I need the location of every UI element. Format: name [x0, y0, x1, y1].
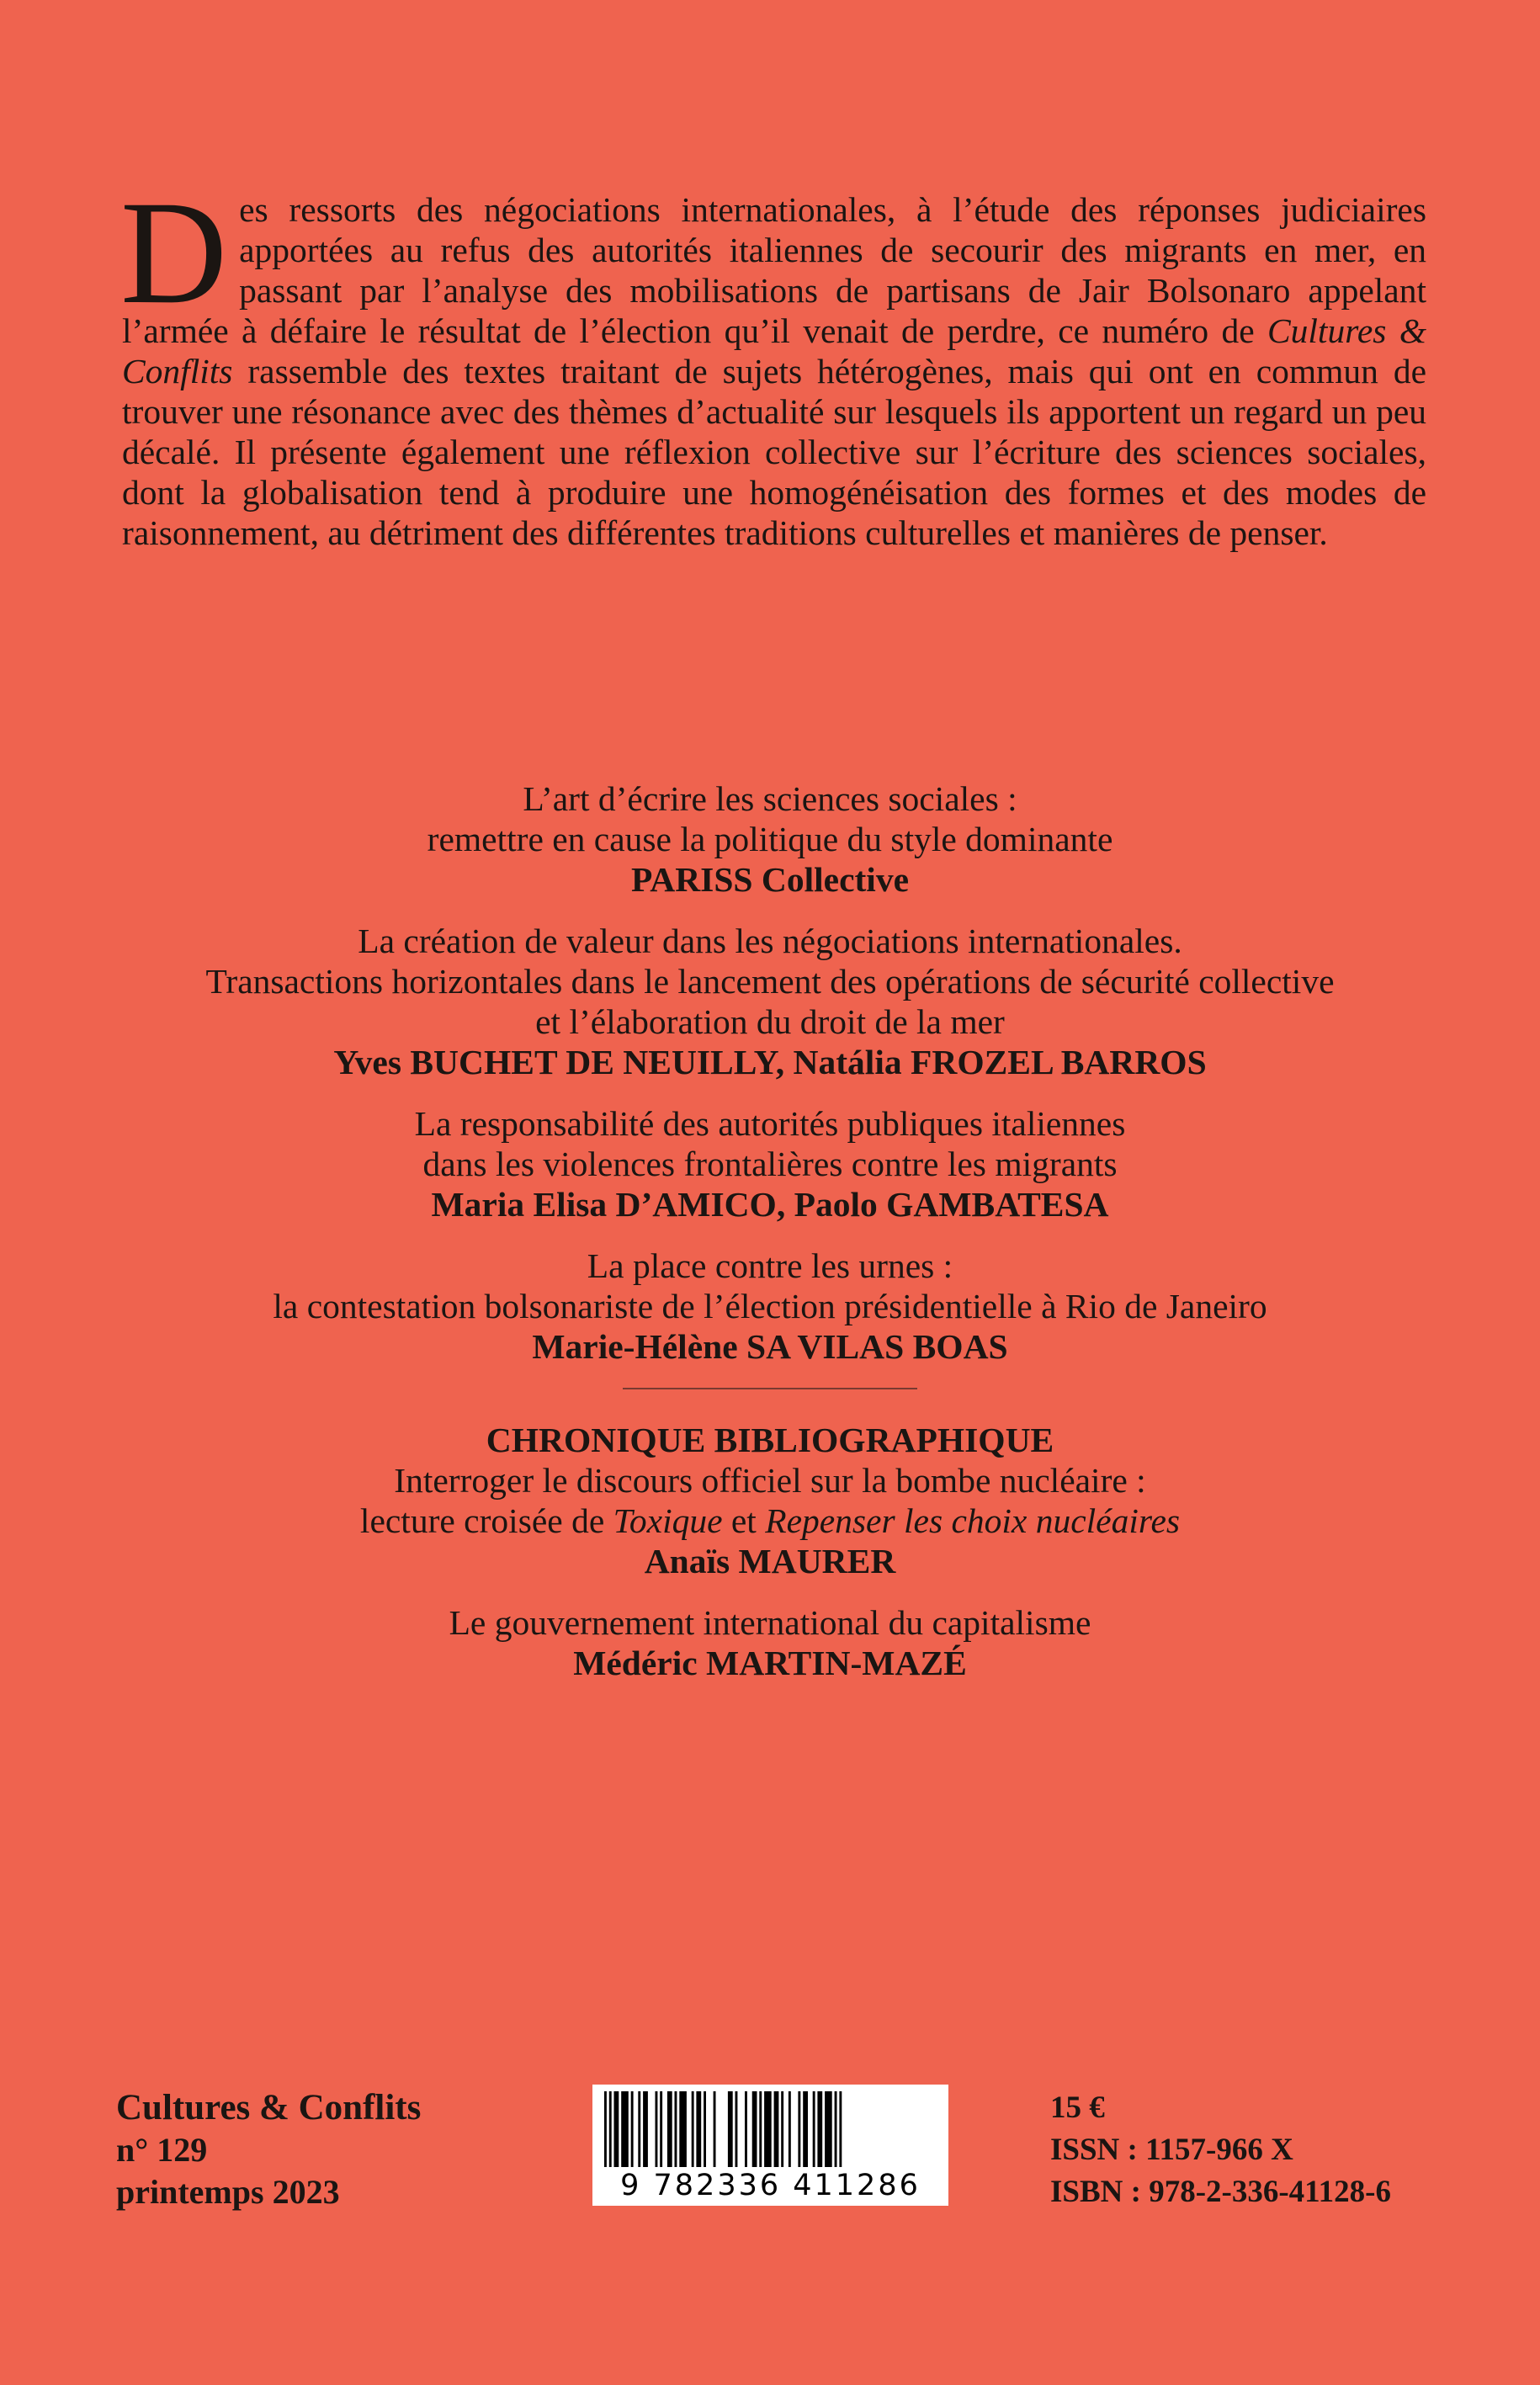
toc-title-line: La création de valeur dans les négociations internationales.: [358, 922, 1182, 960]
barcode-bar: [675, 2091, 677, 2167]
barcode-bar: [835, 2091, 837, 2167]
barcode-bar: [692, 2091, 694, 2167]
toc-title-line: La responsabilité des autorités publiques italiennes: [414, 1104, 1126, 1143]
review-text: et: [722, 1501, 766, 1540]
review-author: Anaïs MAURER: [644, 1542, 896, 1580]
toc-authors: Yves BUCHET DE NEUILLY, Natália FROZEL BARROS: [333, 1043, 1207, 1081]
barcode-bar: [621, 2091, 629, 2167]
toc-authors: Maria Elisa D’AMICO, Paolo GAMBATESA: [431, 1185, 1109, 1224]
blurb-journal-title: Cultures & Conflits: [122, 311, 1426, 390]
barcode-bar: [643, 2091, 648, 2167]
table-of-contents: [97, 778, 1443, 1704]
barcode-bar: [728, 2091, 733, 2167]
barcode-bar: [839, 2091, 842, 2167]
review-entry: [97, 1602, 1443, 1683]
toc-title-line: La place contre les urnes :: [587, 1246, 953, 1285]
barcode-bar: [789, 2091, 791, 2167]
barcode-digits: 9 782336 411286: [620, 2169, 921, 2202]
barcode-bar: [825, 2091, 832, 2167]
review-book-title: Repenser les choix nucléaires: [765, 1501, 1181, 1540]
barcode-bar: [817, 2091, 822, 2167]
isbn: ISBN : 978-2-336-41128-6: [1050, 2175, 1391, 2209]
toc-authors: PARISS Collective: [630, 860, 910, 899]
barcode-bar: [714, 2091, 716, 2167]
review-title-line: Interroger le discours officiel sur la bombe nucléaire :: [394, 1461, 1146, 1500]
barcode-bar: [813, 2091, 815, 2167]
barcode-bar: [798, 2091, 800, 2167]
journal-name: Cultures & Conflits: [116, 2088, 422, 2127]
issn: ISSN : 1157-966 X: [1050, 2133, 1293, 2167]
blurb-text-start: es ressorts des négociations internationales, à l’étude des réponses judiciaires apportées au refus des autorités italiennes de secourir des migrants en mer, en passant par l’analyse des mobilisations de partisans de Jair Bolsonaro appelant l’armée à défaire le résultat de l’élection qu’il venait de perdre, ce numéro de: [122, 190, 1426, 350]
review-title-line: [97, 1501, 1443, 1541]
barcode-bar: [774, 2091, 779, 2167]
toc-title-line: remettre en cause la politique du style dominante: [427, 820, 1113, 858]
toc-entry: [97, 921, 1443, 1082]
price: 15 €: [1050, 2090, 1105, 2125]
toc-title-line: L’art d’écrire les sciences sociales :: [523, 779, 1017, 818]
blurb-text-end: rassemble des textes traitant de sujets hétérogènes, mais qui ont en commun de trouver une résonance avec des thèmes d’actualité sur lesquels ils apportent un regard un peu décalé. Il présente également une réflexion collective sur l’écriture des sciences sociales, dont la globalisation tend à produire une homogénéisation des formes et des modes de raisonnement, au détriment des différentes traditions culturelles et manières de penser.: [122, 352, 1426, 552]
issue-number: n° 129: [116, 2131, 208, 2169]
toc-title-line: et l’élaboration du droit de la mer: [535, 1002, 1005, 1041]
barcode-bar: [696, 2091, 701, 2167]
chronique-heading: CHRONIQUE BIBLIOGRAPHIQUE: [486, 1421, 1054, 1459]
barcode-bars-icon: [603, 2091, 938, 2170]
toc-title-line: la contestation bolsonariste de l’élection présidentielle à Rio de Janeiro: [273, 1287, 1267, 1325]
toc-entry: [97, 778, 1443, 900]
barcode-bar: [660, 2091, 662, 2167]
isbn-barcode: [592, 2085, 948, 2206]
barcode-bar: [745, 2091, 747, 2167]
toc-title-line: Transactions horizontales dans le lancement des opérations de sécurité collective: [205, 962, 1335, 1001]
barcode-bar: [735, 2091, 738, 2167]
back-cover-blurb: [120, 171, 1426, 553]
barcode-bar: [631, 2091, 634, 2167]
barcode-bar: [604, 2091, 607, 2167]
review-entry: [97, 1460, 1443, 1581]
review-author: Médéric MARTIN-MAZÉ: [573, 1644, 967, 1682]
review-text: lecture croisée de: [359, 1501, 613, 1540]
toc-entry: [97, 1246, 1443, 1367]
drop-cap: D: [120, 171, 228, 335]
toc-entry: [97, 1103, 1443, 1224]
review-book-title: Toxique: [613, 1501, 723, 1540]
barcode-bar: [614, 2091, 619, 2167]
publication-codes: [1050, 2087, 1391, 2213]
barcode-bar: [759, 2091, 762, 2167]
barcode-bar: [704, 2091, 706, 2167]
toc-title-line: dans les violences frontalières contre les migrants: [422, 1145, 1118, 1183]
barcode-bar: [638, 2091, 640, 2167]
barcode-bar: [667, 2091, 672, 2167]
barcode-bar: [609, 2091, 612, 2167]
barcode-bar: [679, 2091, 687, 2167]
journal-info: [116, 2087, 421, 2213]
barcode-bar: [656, 2091, 658, 2167]
review-title-line: Le gouvernement international du capitalisme: [449, 1603, 1091, 1642]
barcode-bar: [764, 2091, 772, 2167]
toc-authors: Marie-Hélène SA VILAS BOAS: [532, 1327, 1008, 1366]
issue-season: printemps 2023: [116, 2173, 340, 2211]
barcode-bar: [781, 2091, 783, 2167]
section-divider: [623, 1388, 917, 1389]
barcode-bar: [803, 2091, 808, 2167]
barcode-bar: [752, 2091, 757, 2167]
